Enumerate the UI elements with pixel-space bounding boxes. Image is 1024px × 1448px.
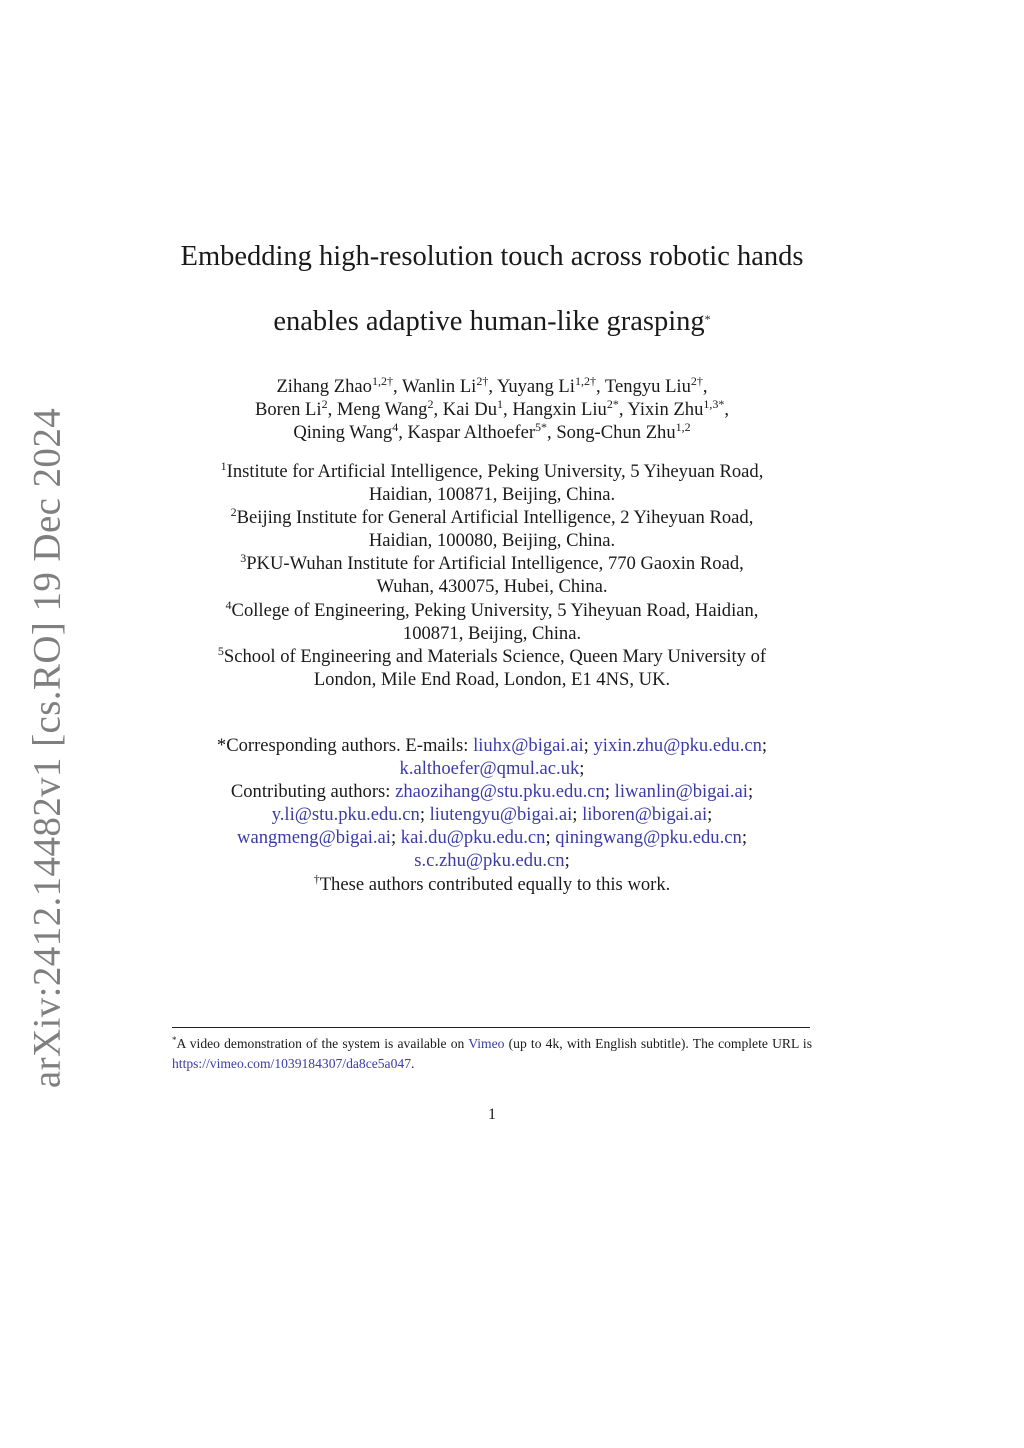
footnote-text: A video demonstration of the system is available on bbox=[176, 1036, 469, 1051]
affiliation-number: 3 bbox=[240, 551, 247, 566]
affiliation-number: 1 bbox=[220, 459, 227, 473]
email-separator: ; bbox=[419, 804, 425, 826]
author-name: Boren Li bbox=[254, 399, 322, 421]
author-name: Kaspar Althoefer bbox=[407, 422, 536, 444]
affiliation-1-line-2: Haidian, 100871, Beijing, China. bbox=[368, 484, 616, 506]
author-separator: , bbox=[488, 376, 497, 397]
equal-contribution-text: These authors contributed equally to this work. bbox=[319, 873, 671, 895]
affiliation-text: Institute for Artificial Intelligence, Peking University, 5 Yiheyuan Road, bbox=[226, 461, 764, 482]
affiliation-3-line-1 bbox=[150, 552, 834, 575]
author-separator: , bbox=[724, 399, 730, 421]
author-affiliation-mark: 1,2† bbox=[574, 374, 596, 388]
footnote-rule bbox=[172, 1027, 810, 1028]
author-affiliation-mark: 1 bbox=[497, 397, 504, 412]
email-separator: ; bbox=[390, 827, 397, 849]
affiliation-4-line-1 bbox=[150, 599, 834, 622]
affiliation-2-line-1 bbox=[150, 506, 834, 529]
author-affiliation-mark: 4 bbox=[392, 420, 399, 435]
paper-title-line-2-text: enables adaptive human-like grasping bbox=[273, 306, 705, 337]
contributing-line-2 bbox=[150, 803, 834, 826]
email-link[interactable]: liwanlin@bigai.ai bbox=[614, 781, 748, 803]
author-separator: , bbox=[392, 376, 402, 397]
affiliation-text: School of Engineering and Materials Science, Queen Mary University of bbox=[223, 645, 767, 667]
email-link[interactable]: yixin.zhu@pku.edu.cn bbox=[593, 735, 762, 756]
email-link[interactable]: kai.du@pku.edu.cn bbox=[400, 827, 546, 849]
email-link[interactable]: qiningwang@pku.edu.cn bbox=[555, 827, 742, 849]
email-separator: ; bbox=[747, 781, 754, 803]
author-separator: , bbox=[702, 376, 708, 397]
email-separator: ; bbox=[545, 827, 551, 849]
author-affiliation-mark: 2* bbox=[606, 397, 619, 412]
author-affiliation-mark: 1,2† bbox=[371, 374, 393, 388]
email-separator: ; bbox=[741, 827, 747, 849]
dagger-mark: † bbox=[313, 871, 320, 886]
corresponding-authors-label: *Corresponding authors. E-mails: bbox=[216, 735, 474, 756]
affiliation-5-line-1 bbox=[150, 645, 834, 668]
author-name: Zihang Zhao bbox=[276, 376, 372, 397]
corresponding-line-1 bbox=[150, 734, 834, 757]
email-separator: ; bbox=[579, 758, 585, 780]
email-link[interactable]: s.c.zhu@pku.edu.cn bbox=[414, 850, 565, 872]
affiliation-text: Beijing Institute for General Artificial Intelligence, 2 Yiheyuan Road, bbox=[236, 507, 754, 529]
affiliation-number: 5 bbox=[217, 643, 224, 658]
correspondence-block bbox=[150, 734, 834, 896]
affiliation-text: PKU-Wuhan Institute for Artificial Intelligence, 770 Gaoxin Road, bbox=[246, 553, 744, 575]
contributing-line-4 bbox=[150, 849, 834, 872]
author-line-2 bbox=[150, 398, 834, 421]
author-separator: , bbox=[398, 422, 408, 444]
paper-title-line-2 bbox=[150, 306, 834, 338]
author-affiliation-mark: 5* bbox=[535, 420, 548, 435]
affiliation-1-line-1 bbox=[150, 460, 834, 483]
email-separator: ; bbox=[572, 804, 578, 826]
email-separator: ; bbox=[604, 781, 610, 803]
email-link[interactable]: y.li@stu.pku.edu.cn bbox=[271, 804, 420, 826]
author-affiliation-mark: 1,2 bbox=[675, 420, 691, 435]
author-name: Yuyang Li bbox=[496, 376, 575, 397]
author-line-3 bbox=[150, 421, 834, 444]
author-separator: , bbox=[547, 422, 557, 444]
email-separator: ; bbox=[564, 850, 570, 872]
author-name: Yixin Zhu bbox=[627, 399, 704, 421]
author-separator: , bbox=[433, 399, 443, 421]
page-number: 1 bbox=[488, 1106, 496, 1123]
author-name: Song-Chun Zhu bbox=[556, 422, 676, 444]
email-link[interactable]: liutengyu@bigai.ai bbox=[429, 804, 573, 826]
author-separator: , bbox=[595, 376, 605, 397]
footnote-mark: * bbox=[172, 1035, 177, 1045]
contributing-line-3 bbox=[150, 826, 834, 849]
affiliation-3-line-2: Wuhan, 430075, Hubei, China. bbox=[376, 576, 608, 598]
author-name: Wanlin Li bbox=[401, 376, 477, 397]
footnote-text: . bbox=[411, 1056, 415, 1071]
author-separator: , bbox=[618, 399, 628, 421]
paper-title-line-1: Embedding high-resolution touch across robotic hands bbox=[180, 241, 804, 272]
affiliation-2-line-2: Haidian, 100080, Beijing, China. bbox=[368, 530, 616, 552]
affiliation-4-line-2: 100871, Beijing, China. bbox=[402, 622, 582, 644]
contributing-authors-label: Contributing authors: bbox=[230, 781, 396, 803]
vimeo-url-link[interactable]: https://vimeo.com/1039184307/da8ce5a047 bbox=[172, 1056, 411, 1071]
author-line-1 bbox=[150, 375, 834, 398]
author-list bbox=[150, 375, 834, 444]
email-separator: ; bbox=[707, 804, 713, 826]
email-separator: ; bbox=[583, 735, 589, 756]
affiliation-5-line-2: London, Mile End Road, London, E1 4NS, UK. bbox=[313, 668, 671, 690]
author-separator: , bbox=[327, 399, 337, 421]
author-affiliation-mark: 1,3* bbox=[703, 397, 725, 412]
title-footnote-mark: * bbox=[704, 312, 711, 326]
author-affiliation-mark: 2† bbox=[690, 374, 703, 388]
email-link[interactable]: liboren@bigai.ai bbox=[582, 804, 708, 826]
equal-contribution-note bbox=[150, 873, 834, 896]
author-name: Qining Wang bbox=[293, 422, 393, 444]
affiliation-number: 4 bbox=[225, 597, 232, 612]
author-name: Kai Du bbox=[442, 399, 498, 421]
author-name: Tengyu Liu bbox=[604, 376, 691, 397]
email-link[interactable]: liuhx@bigai.ai bbox=[473, 735, 584, 756]
corresponding-line-2 bbox=[150, 757, 834, 780]
email-link[interactable]: k.althoefer@qmul.ac.uk bbox=[399, 758, 580, 780]
email-separator: ; bbox=[761, 735, 768, 756]
author-name: Meng Wang bbox=[336, 399, 428, 421]
affiliation-number: 2 bbox=[230, 505, 237, 520]
affiliations bbox=[150, 460, 834, 691]
vimeo-link[interactable]: Vimeo bbox=[468, 1036, 505, 1051]
author-name: Hangxin Liu bbox=[512, 399, 607, 421]
contributing-line-1 bbox=[150, 780, 834, 803]
email-link[interactable]: zhaozihang@stu.pku.edu.cn bbox=[395, 781, 605, 803]
footnote bbox=[172, 1034, 812, 1074]
affiliation-text: College of Engineering, Peking University, 5 Yiheyuan Road, Haidian, bbox=[231, 599, 759, 621]
author-affiliation-mark: 2 bbox=[321, 397, 328, 412]
author-affiliation-mark: 2 bbox=[427, 397, 434, 412]
author-separator: , bbox=[503, 399, 513, 421]
arxiv-identifier-stamp: arXiv:2412.14482v1 [cs.RO] 19 Dec 2024 bbox=[25, 407, 69, 1089]
author-affiliation-mark: 2† bbox=[476, 374, 489, 388]
footnote-text: (up to 4k, with English subtitle). The complete URL is bbox=[504, 1036, 812, 1051]
email-link[interactable]: wangmeng@bigai.ai bbox=[237, 827, 391, 849]
